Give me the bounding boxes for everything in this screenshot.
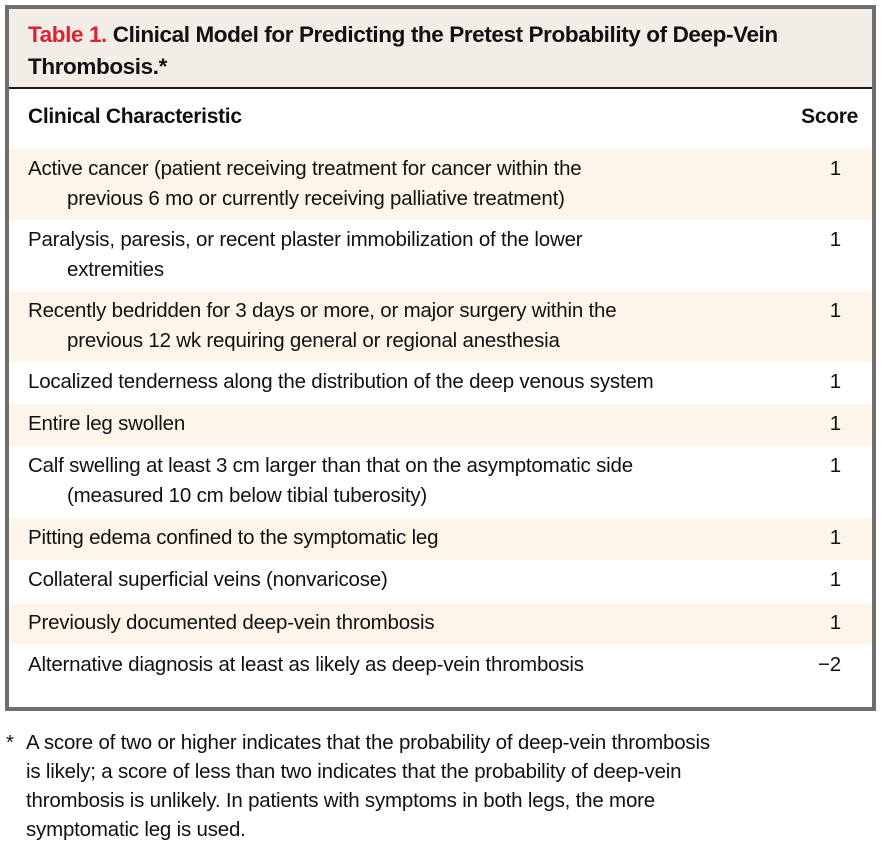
row-characteristic: Recently bedridden for 3 days or more, or major surgery within the [28,299,617,322]
row-score: −2 [818,653,841,676]
row-characteristic-cont: previous 6 mo or currently receiving palliative treatment) [67,187,565,210]
table-row [9,291,872,362]
footnote-text: thrombosis is unlikely. In patients with symptoms in both legs, the more [26,789,655,812]
footnote-text: A score of two or higher indicates that the probability of deep-vein thrombosis [26,731,710,754]
table-row [9,404,872,446]
row-score: 1 [829,454,841,477]
table-row [9,149,872,220]
row-characteristic-cont: (measured 10 cm below tibial tuberosity) [67,484,428,507]
row-score: 1 [829,370,841,393]
row-score: 1 [829,412,841,435]
row-characteristic: Paralysis, paresis, or recent plaster immobilization of the lower [28,228,583,251]
table-caption [9,9,872,89]
row-characteristic-cont: previous 12 wk requiring general or regional anesthesia [67,329,560,352]
table-footnote [6,728,866,844]
table-row [9,362,872,404]
column-header-characteristic: Clinical Characteristic [28,105,242,128]
table-row [9,645,872,687]
column-header-score: Score [801,105,858,128]
row-score: 1 [829,568,841,591]
row-characteristic: Alternative diagnosis at least as likely as deep-vein thrombosis [28,653,584,676]
footnote-text: symptomatic leg is used. [26,818,246,841]
row-characteristic: Pitting edema confined to the symptomatic leg [28,526,439,549]
table-label: Table 1. [28,22,107,47]
clinical-model-table [5,5,876,711]
table-title: Clinical Model for Predicting the Pretest Probability of Deep-Vein [112,22,778,47]
row-characteristic: Active cancer (patient receiving treatment for cancer within the [28,157,582,180]
row-score: 1 [829,228,841,251]
row-characteristic: Calf swelling at least 3 cm larger than that on the asymptomatic side [28,454,633,477]
footnote-text: is likely; a score of less than two indicates that the probability of deep-vein [26,760,682,783]
table-row [9,560,872,603]
table-header [9,89,872,149]
row-score: 1 [829,611,841,634]
row-score: 1 [829,299,841,322]
table-row [9,446,872,518]
table-row [9,518,872,560]
table-row [9,603,872,645]
row-characteristic: Localized tenderness along the distribution of the deep venous system [28,370,654,393]
row-characteristic: Entire leg swollen [28,412,186,435]
row-characteristic: Previously documented deep-vein thrombosis [28,611,435,634]
row-characteristic: Collateral superficial veins (nonvaricose) [28,568,388,591]
row-score: 1 [829,157,841,180]
footnote-mark: * [6,731,14,754]
row-score: 1 [829,526,841,549]
table-row [9,220,872,291]
row-characteristic-cont: extremities [67,258,164,281]
table-title-line2: Thrombosis.* [28,54,167,79]
